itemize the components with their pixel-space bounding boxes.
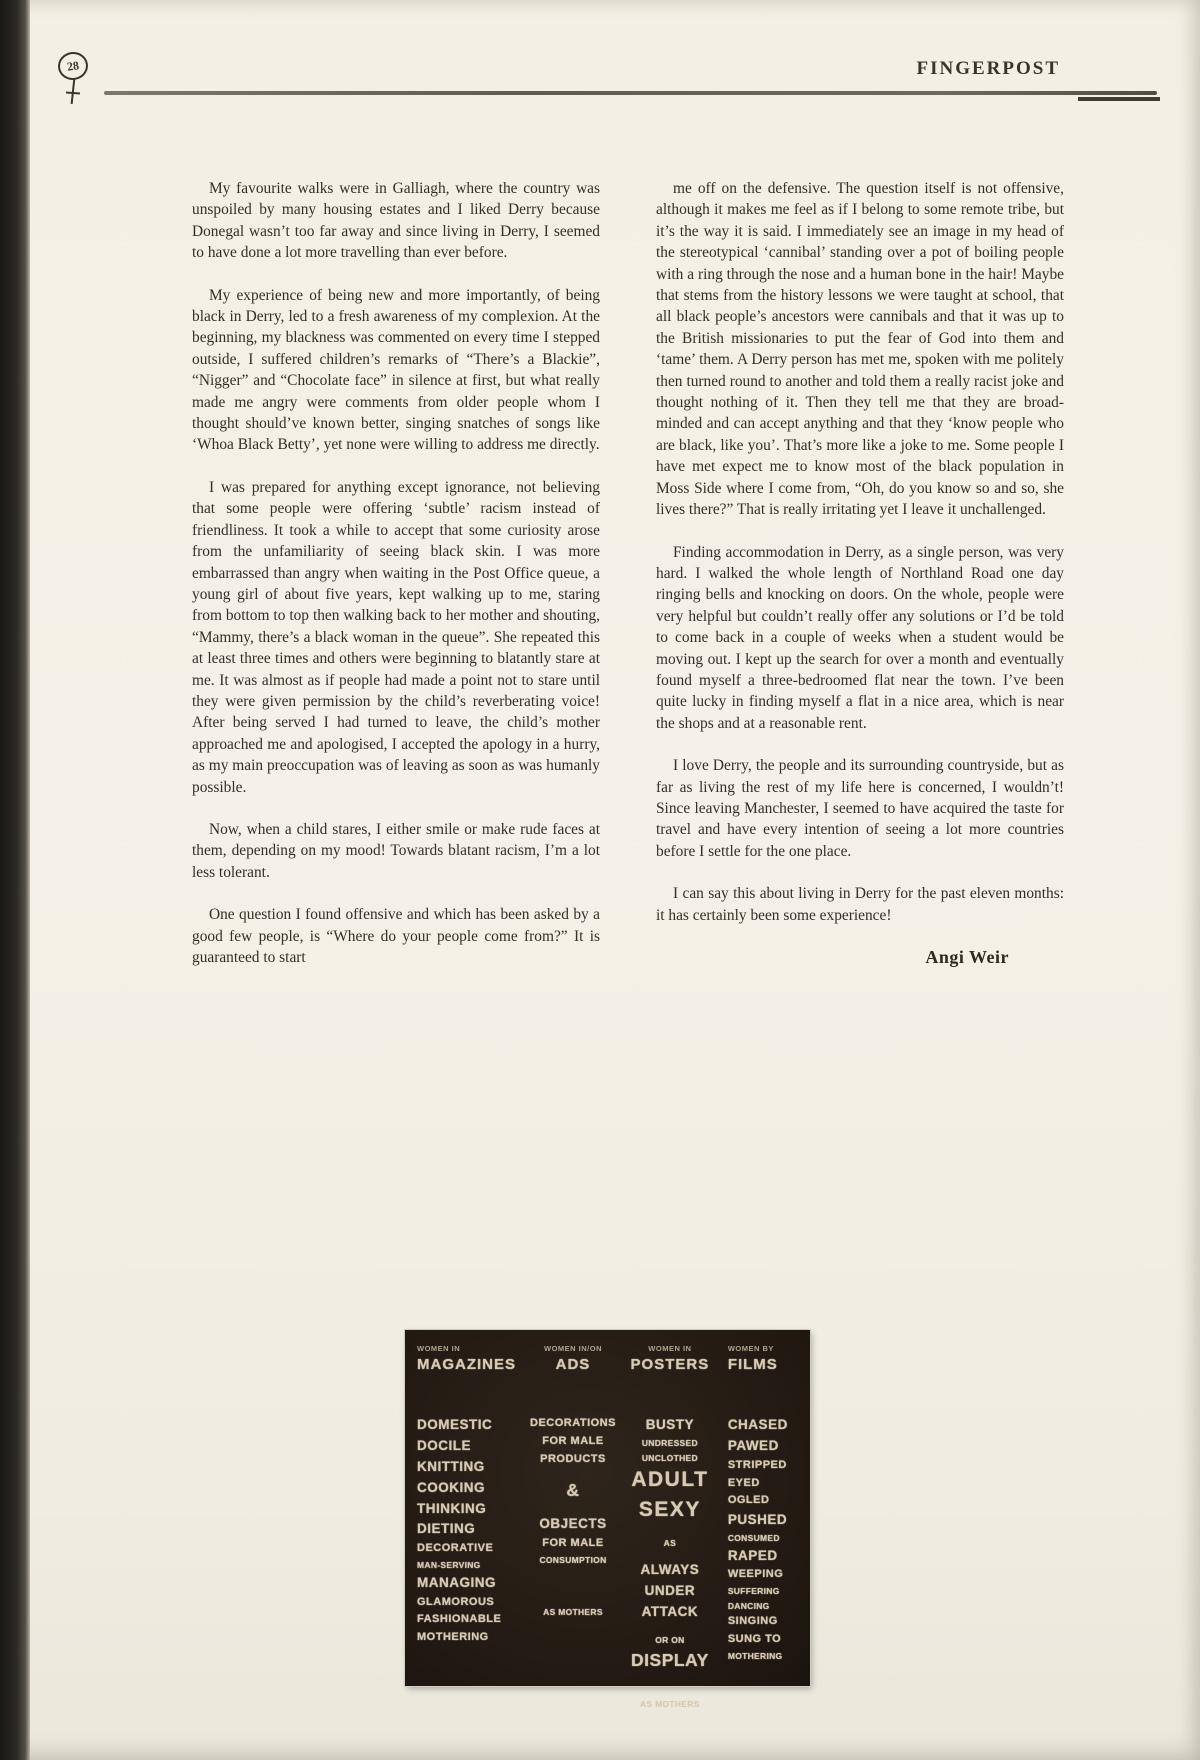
poster-item: DECORATIVE [417, 1542, 494, 1555]
female-symbol-icon [71, 78, 75, 104]
poster-item: AS [663, 1537, 677, 1548]
article-paragraph: I love Derry, the people and its surrounding countryside, but as far as living the rest of my life here is concerned, I wouldn’t! Since leaving Manchester, I seemed to have acquired the taste for travel and have every intention of seeing a lot more countries before I settle for the one place. [656, 757, 1064, 860]
poster-item: COOKING [417, 1479, 486, 1495]
poster-item: SEXY [638, 1498, 701, 1522]
poster-item: OGLED [727, 1494, 770, 1507]
poster-item: SUFFERING [727, 1586, 780, 1597]
poster-column-posters [622, 1330, 716, 1710]
poster-item: UNCLOTHED [641, 1452, 698, 1463]
poster-item: ADULT [631, 1468, 709, 1492]
article-paragraph: Finding accommodation in Derry, as a single person, was very hard. I walked the whole length of Northland Road one day ringing bells and knocking on doors. On the whole, people were very helpful but couldn’t really offer any solutions or I’d be told to come back in a couple of weeks when a student would be moving out. I kept up the search for over a month and eventually found myself a three-bedroomed flat near the town. I’ve been quite lucky in finding myself a flat in a nice area, which is near the shops and at a reasonable rent. [656, 543, 1064, 732]
header-rule-accent [1078, 97, 1160, 101]
poster-column-eyebrow: WOMEN IN [648, 1344, 692, 1353]
poster-item: CHASED [727, 1417, 788, 1432]
poster-item: AS MOTHERS [543, 1607, 603, 1618]
poster-column-eyebrow: WOMEN BY [727, 1344, 774, 1353]
poster-item: BUSTY [645, 1417, 695, 1432]
article-paragraph: My experience of being new and more importantly, of being black in Derry, led to a fresh awareness of my complexion. At the beginning, my blackness was commented on every time I stepped outside, I suffered children’s remarks of “There’s a Blackie”, “Nigger” and “Chocolate face” in silence at first, but what really made me angry were comments from older people whom I thought should’ve known better, singing snatches of songs like ‘Whoa Black Betty’, yet none were willing to address me directly. [192, 286, 600, 454]
poster-item: MOTHERING [727, 1650, 783, 1661]
poster-image [405, 1330, 810, 1710]
header-rule [104, 91, 1157, 95]
byline: Angi Weir [925, 947, 1009, 967]
poster-columns [405, 1330, 810, 1710]
poster-column-magazines [405, 1330, 522, 1686]
poster-item: STRIPPED [727, 1458, 787, 1471]
article-paragraph: Now, when a child stares, I either smile or make rude faces at them, depending on my mood! Towards blatant racism, I’m a lot less tolerant. [192, 820, 600, 881]
poster-item: FOR MALE [542, 1537, 604, 1549]
poster-item: OR ON [655, 1634, 685, 1645]
poster-item: DOCILE [417, 1437, 472, 1453]
article-paragraph: I can say this about living in Derry for the past eleven months: it has certainly been some experience! [656, 885, 1064, 924]
female-symbol-crossbar [66, 92, 80, 95]
page-number: 28 [56, 50, 90, 82]
poster-item: AS MOTHERS [640, 1699, 700, 1710]
masthead-title: FINGERPOST [916, 58, 1060, 79]
article-paragraph: My favourite walks were in Galliagh, where the country was unspoiled by many housing estates and I liked Derry because Donegal wasn’t too far away and since living in Derry, I seemed to have done a lot more travelling than ever before. [192, 180, 600, 262]
poster-column-title: POSTERS [630, 1356, 710, 1373]
poster-column-eyebrow: WOMEN IN/ON [543, 1344, 602, 1353]
poster-item: UNDER [644, 1583, 696, 1599]
poster-item: PUSHED [727, 1512, 788, 1527]
poster-item: GLAMOROUS [417, 1595, 495, 1608]
poster-item: MOTHERING [417, 1631, 489, 1643]
poster-item: FASHIONABLE [417, 1613, 502, 1626]
article-column-left [192, 178, 600, 989]
poster-item: RAPED [727, 1547, 778, 1563]
poster-item: DECORATIONS [530, 1417, 616, 1429]
poster-column-title: ADS [555, 1356, 591, 1373]
poster-item: SUNG TO [727, 1633, 782, 1646]
poster-item: OBJECTS [539, 1516, 607, 1532]
poster-column-title: FILMS [727, 1356, 778, 1373]
poster-column-films [716, 1330, 810, 1686]
poster-column-title: MAGAZINES [417, 1356, 516, 1373]
poster-item: WEEPING [727, 1568, 784, 1581]
poster-item: DOMESTIC [417, 1417, 493, 1432]
poster-item: ATTACK [641, 1604, 699, 1619]
poster-item: CONSUMED [727, 1532, 780, 1543]
poster-item: DIETING [417, 1521, 476, 1537]
article-paragraph: I was prepared for anything except ignorance, not believing that some people were offering ‘subtle’ racism instead of friendliness. It took a while to accept that some curiosity arose from the unfamiliarity of seeing black skin. I was more embarrassed than angry when waiting in the Post Office queue, a young girl of about five years, kept walking up to me, staring from bottom to top then walking back to her mother and shouting, “Mammy, there’s a black woman in the queue”. She repeated this at least three times and others were beginning to blatantly stare at me. It was almost as if people had made a point not to stare until they were given permission by the child’s reverberating voice! After being served I had turned to leave, the child’s mother approached me and apologised, I accepted the apology in a hurry, as my main preoccupation was of leaving as soon as was humanly possible. [192, 478, 600, 796]
poster-item: MAN-SERVING [417, 1560, 481, 1570]
scan-edge-shadow [0, 0, 30, 1760]
poster-column-ads [522, 1330, 622, 1686]
article-paragraph: One question I found offensive and which has been asked by a good few people, is “Where do your people come from?” It is guaranteed to start [192, 906, 600, 966]
poster-item: THINKING [417, 1500, 487, 1516]
poster-column-eyebrow: WOMEN IN [417, 1344, 461, 1353]
poster-item: & [566, 1480, 580, 1501]
poster-item: KNITTING [417, 1458, 485, 1474]
poster-item: SINGING [727, 1615, 778, 1628]
poster-item: PAWED [727, 1437, 779, 1453]
poster-item: FOR MALE [542, 1434, 604, 1447]
article-column-right [656, 178, 1064, 968]
poster-item: UNDRESSED [641, 1437, 698, 1448]
poster-item: ALWAYS [640, 1562, 700, 1578]
article-paragraph: me off on the defensive. The question itself is not offensive, although it makes me feel as if I belong to some remote tribe, but it’s the way it is said. I immediately see an image in my head of the stereotypical ‘cannibal’ standing over a pot of boiling people with a ring through the nose and a human bone in the hair! Maybe that stems from the history lessons we were taught at school, that all black people’s ancestors were cannibals and that it was up to the British missionaries to put the fear of God into them and ‘tame’ them. A Derry person has met me, spoken with me politely then turned round to another and told them a really racist joke and thought nothing of it. Then they tell me that they are broad-minded and can accept anything and that they ‘know people who are black, like you’. That’s more like a joke to me. Some people I have met expect me to know most of the black population in Moss Side where I come from, “Oh, do you know so and so, she lives there?” That is really irritating yet I leave it unchallenged. [656, 180, 1064, 519]
poster-item: CONSUMPTION [539, 1554, 607, 1565]
poster-item: PRODUCTS [540, 1452, 606, 1465]
poster-item: MANAGING [417, 1574, 496, 1590]
poster-item: DISPLAY [631, 1649, 709, 1670]
poster-item: EYED [727, 1476, 760, 1489]
poster-item: DANCING [727, 1600, 770, 1611]
